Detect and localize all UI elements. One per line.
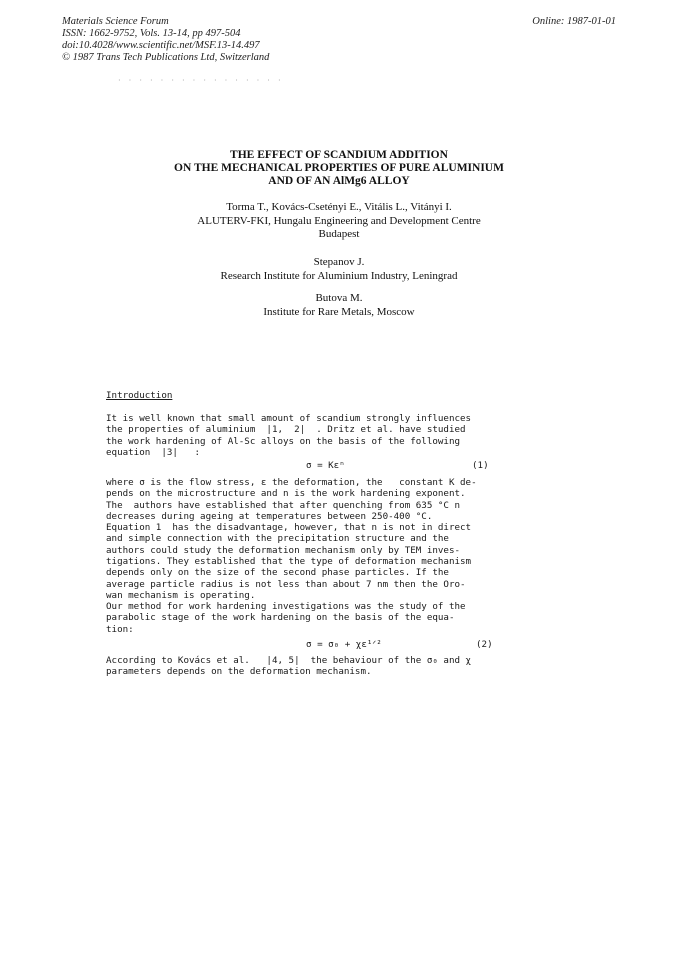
paragraph-2 bbox=[106, 477, 526, 601]
author-names: Torma T., Kovács-Csetényi E., Vitális L., Vitányi I. bbox=[226, 201, 452, 213]
text-line: The authors have established that after quenching from 635 °C n bbox=[106, 499, 461, 511]
journal-name: Materials Science Forum bbox=[62, 16, 169, 27]
paper-title bbox=[0, 149, 678, 188]
text-line: pends on the microstructure and n is the work hardening exponent. bbox=[106, 488, 466, 500]
title-line-1: THE EFFECT OF SCANDIUM ADDITION bbox=[230, 149, 448, 161]
text-line: depends only on the size of the second phase particles. If the bbox=[106, 567, 449, 579]
equation-2-number: (2) bbox=[476, 639, 493, 650]
author-block-2 bbox=[0, 256, 678, 283]
author-block-3 bbox=[0, 292, 678, 319]
text-line: It is well known that small amount of scandium strongly influences bbox=[106, 413, 472, 424]
publication-metadata bbox=[62, 16, 269, 64]
text-line: where σ is the flow stress, ε the deformation, the constant K de- bbox=[106, 477, 477, 488]
author-institution: Research Institute for Aluminium Industry, Leningrad bbox=[220, 269, 458, 282]
text-line: tion: bbox=[106, 623, 134, 635]
author-city: Budapest bbox=[318, 228, 360, 240]
text-line: tigations. They established that the type of deformation mechanism bbox=[106, 556, 472, 568]
text-line: authors could study the deformation mechanism only by TEM inves- bbox=[106, 544, 461, 556]
text-line: parameters depends on the deformation mechanism. bbox=[106, 666, 372, 678]
issn-line: ISSN: 1662-9752, Vols. 13-14, pp 497-504 bbox=[62, 28, 241, 39]
equation-1: σ = Kεⁿ bbox=[306, 460, 345, 471]
paragraph-3 bbox=[106, 601, 526, 635]
author-names: Butova M. bbox=[315, 292, 363, 304]
paragraph-4 bbox=[106, 655, 526, 678]
title-line-2: ON THE MECHANICAL PROPERTIES OF PURE ALUMINIUM bbox=[174, 162, 504, 174]
section-heading-introduction: Introduction bbox=[106, 390, 173, 401]
author-names: Stepanov J. bbox=[313, 256, 365, 268]
author-institution: Institute for Rare Metals, Moscow bbox=[263, 305, 415, 318]
text-line: the properties of aluminium |1, 2| . Dritz et al. have studied bbox=[106, 424, 466, 436]
online-date: Online: 1987-01-01 bbox=[532, 16, 616, 27]
text-line: average particle radius is not less than about 7 nm then the Oro- bbox=[106, 578, 466, 590]
author-institution: ALUTERV-FKI, Hungalu Engineering and Development Centre bbox=[197, 214, 481, 227]
text-line: Equation 1 has the disadvantage, however, that n is not in direct bbox=[106, 522, 472, 534]
equation-1-number: (1) bbox=[472, 460, 489, 471]
text-line: decreases during ageing at temperatures between 250-400 °C. bbox=[106, 510, 433, 522]
scan-artifact-dots: · · · · · · · · · · · · · · · · bbox=[118, 76, 284, 85]
author-block-1 bbox=[0, 201, 678, 242]
text-line: Our method for work hardening investigations was the study of the bbox=[106, 601, 466, 612]
copyright-line: © 1987 Trans Tech Publications Ltd, Switzerland bbox=[62, 52, 270, 63]
equation-2: σ = σ₀ + χε¹ᐟ² bbox=[306, 639, 382, 650]
text-line: According to Kovács et al. |4, 5| the behaviour of the σ₀ and χ bbox=[106, 655, 472, 666]
text-line: the work hardening of Al-Sc alloys on the basis of the following bbox=[106, 435, 461, 447]
title-line-3: AND OF AN AlMg6 ALLOY bbox=[268, 175, 410, 187]
paragraph-1 bbox=[106, 413, 526, 458]
text-line: parabolic stage of the work hardening on the basis of the equa- bbox=[106, 612, 455, 624]
text-line: and simple connection with the precipitation structure and the bbox=[106, 533, 449, 545]
text-line: wan mechanism is operating. bbox=[106, 589, 256, 601]
doi-link[interactable]: doi:10.4028/www.scientific.net/MSF.13-14.497 bbox=[62, 40, 260, 51]
text-line: equation |3| : bbox=[106, 446, 201, 458]
